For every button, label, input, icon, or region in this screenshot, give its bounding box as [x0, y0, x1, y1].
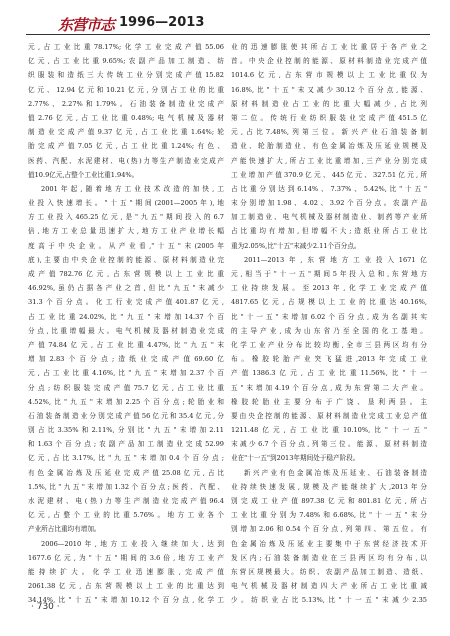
text-line: 产值74.84亿元,占工业比重4.47%,比"九五"末 — [28, 340, 224, 349]
text-line: 要由央企控制的能源、原材料制造业完成工业总产值 — [231, 411, 427, 420]
text-line: 织服装和造纸三大传统工业分别完成产值15.82 — [28, 71, 224, 80]
text-line: 1677.6亿元,为"十五"期间的3.6倍,地方工业产 — [28, 553, 224, 562]
text-line: 31.3个百分点。化工行业完成产值401.87亿元, — [28, 298, 224, 307]
text-line: 亿元,占整个工业的比重5.76%。地方工业各个 — [28, 511, 224, 520]
text-line: 亿元、12.94亿元和10.21亿元,分别占工业的比重 — [28, 85, 224, 94]
text-line: 石油装备制造业分别完成产值56亿元和35.4亿元,分 — [28, 411, 224, 420]
text-line: 第二位。传统行业纺织服装业完成产值451.5亿 — [231, 113, 427, 122]
text-line: 加工制造业、电气机械及器材制造业、制药等产业所 — [231, 213, 427, 222]
text-line: 水泥建材、电(热)力等生产制造业完成产值96.4 — [28, 497, 224, 505]
text-line: 色金属冶炼及压延业主要集中于东营经济技术开 — [231, 539, 427, 548]
text-line: 1211.48亿元,占工业比重10.10%,比"十一五" — [231, 426, 427, 435]
text-line: 占比重分别达到6.14%、7.37%、5.42%,比"十五" — [231, 184, 427, 193]
left-text-column — [28, 40, 224, 608]
text-line: 首。中央企业控制的能源、原材料制造业完成产值 — [231, 57, 427, 66]
text-line: 末减少6.7个百分点,列第三位。能源、原材料制造 — [231, 440, 427, 449]
text-line: 造业、轮胎制造业、有色金属冶炼及压延业规模及 — [231, 142, 427, 151]
text-line: 元,占工业比重4.16%,比"九五"末增加2.37个百 — [28, 369, 224, 378]
text-line: 2.77%、2.27%和1.79%。石油装备制造业完成产 — [28, 99, 224, 108]
text-line: 布。橡胶轮胎产业突飞猛进,2013年完成工业 — [231, 355, 427, 364]
text-line: 方工业投入465.25亿元,是"九五"期间投入的6.7 — [28, 213, 224, 222]
text-line: 值2.76亿元,占工业比重0.48%;电气机械及器材 — [28, 113, 224, 122]
text-line: 胎完成产值7.05亿元,占工业比重1.24%;有色、 — [28, 142, 224, 151]
text-line: 产值1386.3亿元,占工业比重11.56%,比"十一 — [231, 369, 427, 378]
page-number: · 730 · — [31, 602, 60, 612]
text-line: 的主导产业,成为山东省乃至全国的化工基地。 — [231, 326, 427, 335]
text-line: 亿元,占工业比重9.65%;农副产品加工制造、纺 — [28, 57, 224, 66]
text-line: 34.14%,比"十五"末增加10.12个百分点,化学工 — [28, 596, 224, 605]
right-text-column — [231, 40, 427, 608]
text-line: 能持续扩大。化学工业迅速膨胀,完成产值 — [28, 567, 224, 576]
text-line: 值10.9亿元,占整个工业比重1.94%。 — [28, 170, 139, 179]
header-rule — [26, 34, 430, 35]
text-line: 电气机械及器材制造四大产业所占工业比重减 — [231, 582, 427, 591]
text-line: 倍,地方工业总量迅速扩大,地方工业产业增长幅 — [28, 227, 224, 236]
text-line: 和1.63个百分点;农副产品加工制造业完成52.99 — [28, 440, 224, 449]
text-line: 工业比重分别为7.48%和6.68%,比"十一五"末分 — [231, 511, 427, 520]
text-line: 元,占工业比重78.17%;化学工业完成产值55.06 — [28, 43, 224, 51]
text-line: 东营区规模最大。纺织、农副产品加工制造、造纸、 — [231, 567, 427, 576]
text-line: 发区内;石油装备制造业在三县两区均有分布,以 — [231, 553, 427, 562]
text-line: 成产值782.76亿元,占东营规模以上工业比重 — [28, 270, 224, 278]
text-line: 制造业完成产值9.37亿元,占工业比重1.64%;轮 — [28, 128, 224, 137]
text-line: 工业增加产值370.9亿元、445亿元、327.51亿元,所 — [231, 170, 427, 179]
text-line: 别增加2.06和0.54个百分点,列第四、第五位。有 — [231, 525, 427, 534]
header-years: 1996—2013 — [119, 15, 205, 30]
text-line: 2011—2013年,东营地方工业投入1671亿 — [244, 255, 427, 264]
text-line: 产能快速扩大,所占工业比重增加,三产业分别完成 — [231, 156, 427, 165]
text-line: 元,占比7.48%,列第三位。新兴产业石油装备制 — [231, 128, 427, 137]
text-line: 2061.38亿元,占东营规模以上工业的比重达到 — [28, 582, 224, 591]
text-line: 分点;纺织服装完成产值75.7亿元,占工业比重 — [28, 383, 224, 392]
text-line: 增加2.83个百分点;造纸业完成产值69.60亿 — [28, 355, 224, 364]
text-line: 1.5%,比"九五"末增加1.32个百分点;医药、汽配、 — [28, 482, 224, 491]
text-line: 46.92%,虽仍占据各产业之首,但比"九五"末减少 — [28, 284, 224, 293]
text-line: 原材料制造业占工业的比重大幅减少,占比列 — [231, 99, 427, 108]
text-line: 业在"十一五"到2013年期间处于稳产阶段。 — [231, 454, 360, 463]
text-line: 2001年起,随着地方工业技术改造的加快,工 — [41, 184, 224, 193]
text-line: 4817.65亿元,占规模以上工业的比重达40.16%, — [231, 298, 427, 307]
text-line: 1014.6亿元,占东营市规模以上工业比重仅为 — [231, 71, 427, 80]
text-line: 有色金属冶炼及压延业完成产值25.08亿元,占比 — [28, 468, 224, 477]
text-line: 业持续快速发展,规模及产能继续扩大,2013年分 — [231, 482, 427, 491]
text-line: 占工业比重24.02%,比"九五"末增加14.37个百 — [28, 312, 224, 321]
text-line: 业的迅速膨胀使其所占工业比重居于各产业之 — [231, 43, 427, 51]
text-line: 少。纺织业占比5.13%,比"十一五"末减少2.35 — [231, 596, 427, 605]
text-line: 底),主要由中央企业控制的能源、原材料制造业完 — [28, 255, 224, 264]
text-line: 业投入快速增长。"十五"期间(2001—2005年),地 — [28, 199, 224, 208]
text-line: 元,相当于"十一五"期间5年投入总和,东营地方 — [231, 270, 427, 278]
text-line: 2006—2010年,地方工业投入继续加大,达到 — [41, 539, 224, 548]
text-line: 别完成工业产值897.38亿元和801.81亿元,所占 — [231, 497, 427, 505]
page-header — [0, 0, 450, 42]
text-line: 比"十一五"末增加6.02个百分点,成为名副其实 — [231, 312, 427, 321]
text-line: 重为2.05%,比"十五"末减少2.11个百分点。 — [231, 241, 361, 250]
text-line: 产业所占比重均有增加。 — [28, 525, 101, 534]
gazetteer-logo: 东营市志 — [58, 16, 115, 34]
text-line: 工业持续发展。至2013年,化学工业完成产值 — [231, 284, 427, 293]
text-line: 度高于中央企业。从产业看,"十五"末(2005年 — [28, 241, 224, 250]
text-line: 占比重均有增加,但增幅不大;造纸业所占工业比 — [231, 227, 427, 236]
text-line: 16.8%,比"十五"末又减少30.12个百分点,能源、 — [231, 85, 427, 94]
text-line: 医药、汽配、水泥建材、电(热)力等生产制造业完成产 — [28, 156, 224, 165]
text-line: 4.52%,比"九五"末增加2.25个百分点;轮胎业和 — [28, 397, 224, 406]
text-line: 别占比3.35%和2.11%,分别比"九五"末增加2.11 — [28, 426, 224, 435]
text-line: 末分别增加1.98、4.02、3.92个百分点。农副产品 — [231, 199, 427, 208]
text-line: 化学工业产业分布比较均衡,全市三县两区均有分 — [231, 340, 427, 349]
text-line: 分点,比重增幅最大。电气机械及器材制造业完成 — [28, 326, 224, 335]
text-line: 橡胶轮胎业主要分布于广饶、垦利两县。主 — [231, 397, 427, 406]
text-line: 五"末增加4.19个百分点,成为东营第二大产业。 — [231, 383, 427, 392]
text-line: 新兴产业有色金属冶炼及压延业、石油装备制造 — [244, 468, 427, 477]
text-line: 亿元,占比3.17%,比"九五"末增加0.4个百分点; — [28, 454, 224, 463]
